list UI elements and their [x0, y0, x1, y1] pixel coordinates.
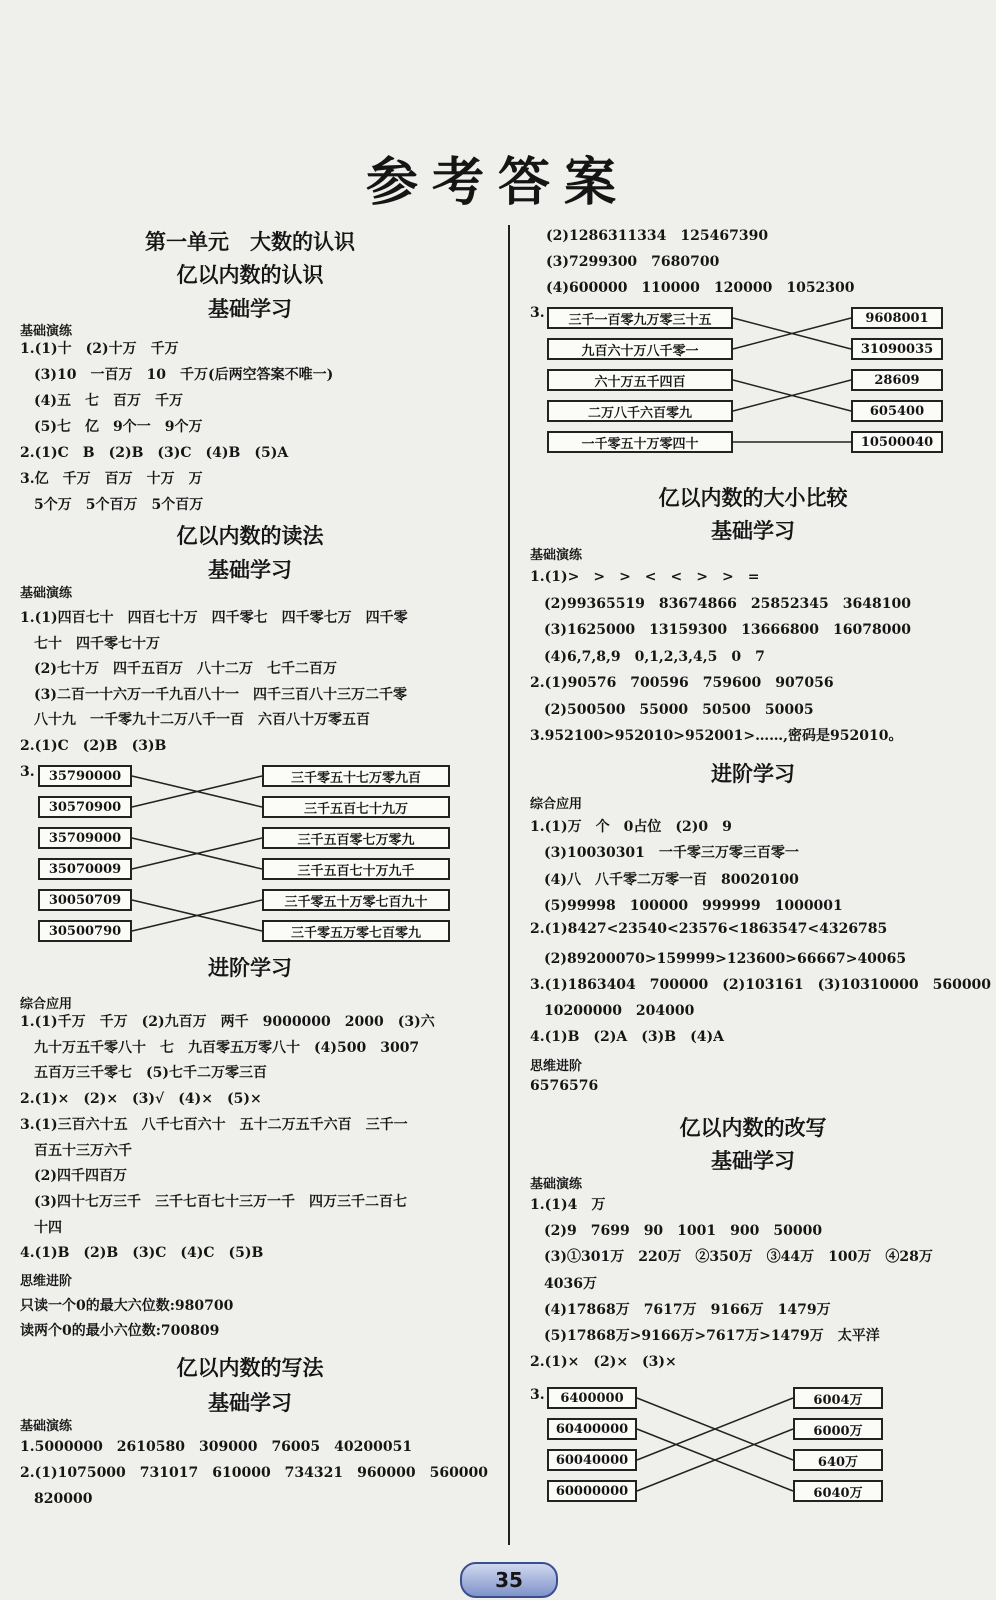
- subsection-label: 基础演练: [20, 586, 73, 601]
- answer-line: (2)四千四百万: [20, 1168, 127, 1185]
- match-left-box: 六十万五千四百: [547, 369, 733, 391]
- section-subtitle: 基础学习: [208, 1390, 292, 1415]
- match-lines: [510, 0, 996, 1600]
- match-right-box: 6040万: [793, 1480, 883, 1502]
- match-left-box: 30570900: [38, 796, 132, 818]
- subsection-label: 基础演练: [530, 1177, 583, 1192]
- unit-title: 第一单元 大数的认识: [145, 229, 355, 254]
- answer-line: 1.5000000 2610580 309000 76005 40200051: [20, 1439, 413, 1455]
- answer-line: (3)10 一百万 10 千万(后两空答案不唯一): [20, 367, 334, 383]
- answer-line: 七十 四千零七十万: [20, 635, 160, 652]
- subsection-label: 基础演练: [530, 548, 583, 563]
- match-right-box: 9608001: [851, 307, 943, 329]
- match-left-box: 6400000: [547, 1387, 637, 1409]
- match-left-box: 35070009: [38, 858, 132, 880]
- subsection-label: 综合应用: [20, 997, 73, 1012]
- match-right-box: 三千五百七十九万: [262, 796, 450, 818]
- match-left-box: 60040000: [547, 1449, 637, 1471]
- match-right-box: 28609: [851, 369, 943, 391]
- answer-line: (3)二百一十六万一千九百八十一 四千三百八十三万二千零: [20, 686, 407, 703]
- answer-line: 读两个0的最小六位数:700809: [20, 1323, 220, 1339]
- match-right-box: 三千零五万零七百零九: [262, 920, 450, 942]
- match-right-box: 三千五百七十万九千: [262, 858, 450, 880]
- answer-line: (3)1625000 13159300 13666800 16078000: [530, 622, 911, 638]
- answer-line: 1.(1)千万 千万 (2)九百万 两千 9000000 2000 (3)六: [20, 1014, 435, 1030]
- subsection-label: 思维进阶: [20, 1274, 73, 1289]
- answer-line: (4)五 七 百万 千万: [20, 393, 183, 409]
- subsection-label: 思维进阶: [530, 1059, 583, 1074]
- question-number: 3.: [530, 305, 545, 321]
- answer-line: 2.(1)× (2)× (3)×: [530, 1354, 677, 1371]
- answer-line: 2.(1)1075000 731017 610000 734321 960000 560000: [20, 1465, 489, 1481]
- subsection-label: 基础演练: [20, 324, 73, 339]
- answer-line: (5)99998 100000 999999 1000001: [530, 897, 843, 914]
- match-right-box: 10500040: [851, 431, 943, 453]
- answer-line: (2)七十万 四千五百万 八十二万 七千二百万: [20, 661, 337, 677]
- answer-line: 百五十三万六千: [20, 1142, 132, 1159]
- answer-line: 3.952100>952010>952001>……,密码是952010。: [530, 728, 903, 744]
- match-right-box: 640万: [793, 1449, 883, 1471]
- answer-line: 4.(1)B (2)B (3)C (4)C (5)B: [20, 1245, 264, 1262]
- match-left-box: 三千一百零九万零三十五: [547, 307, 733, 329]
- answer-line: 4036万: [530, 1275, 597, 1292]
- section-subtitle: 基础学习: [711, 1148, 795, 1173]
- match-left-box: 60000000: [547, 1480, 637, 1502]
- subsection-label: 综合应用: [530, 797, 583, 812]
- answer-line: 6576576: [530, 1078, 599, 1094]
- match-right-box: 6004万: [793, 1387, 883, 1409]
- answer-line: (3)①301万 220万 ②350万 ③44万 100万 ④28万: [530, 1249, 933, 1266]
- answer-line: 2.(1)× (2)× (3)√ (4)× (5)×: [20, 1091, 262, 1108]
- section-title: 亿以内数的大小比较: [658, 485, 848, 510]
- section-title: 进阶学习: [208, 955, 292, 980]
- answer-line: 1.(1)4 万: [530, 1197, 606, 1213]
- question-number: 3.: [530, 1387, 545, 1403]
- match-right-box: 三千五百零七万零九: [262, 827, 450, 849]
- match-left-box: 30050709: [38, 889, 132, 911]
- match-left-box: 35709000: [38, 827, 132, 849]
- answer-line: 5个万 5个百万 5个百万: [20, 497, 204, 513]
- section-subtitle: 基础学习: [208, 296, 292, 321]
- match-right-box: 6000万: [793, 1418, 883, 1440]
- section-title: 进阶学习: [711, 761, 795, 786]
- answer-line: 2.(1)C (2)B (3)B: [20, 737, 167, 754]
- page-title: 参考答案: [365, 152, 630, 213]
- answer-line: 2.(1)8427<23540<23576<1863547<4326785: [530, 921, 888, 938]
- answer-line: 820000: [20, 1491, 93, 1507]
- answer-line: (2)500500 55000 50500 50005: [530, 701, 814, 718]
- match-left-box: 30500790: [38, 920, 132, 942]
- answer-line: (3)10030301 一千零三万零三百零一: [530, 845, 799, 862]
- answer-line: 1.(1)十 (2)十万 千万: [20, 341, 179, 357]
- answer-line: (2)1286311334 125467390: [546, 228, 769, 244]
- subsection-label: 基础演练: [20, 1419, 73, 1434]
- answer-line: (5)七 亿 9个一 9个万: [20, 419, 203, 435]
- page-number: 35: [460, 1562, 558, 1598]
- answer-line: (2)9 7699 90 1001 900 50000: [530, 1223, 823, 1240]
- section-title: 亿以内数的写法: [176, 1355, 324, 1380]
- answer-line: 八十九 一千零九十二万八千一百 六百八十万零五百: [20, 712, 370, 728]
- match-right-box: 605400: [851, 400, 943, 422]
- answer-line: 3.亿 千万 百万 十万 万: [20, 471, 203, 487]
- section-title: 亿以内数的认识: [176, 262, 324, 287]
- answer-line: (3)四十七万三千 三千七百七十三万一千 四万三千二百七: [20, 1193, 407, 1210]
- match-left-box: 一千零五十万零四十: [547, 431, 733, 453]
- section-subtitle: 基础学习: [208, 557, 292, 582]
- answer-line: 2.(1)C B (2)B (3)C (4)B (5)A: [20, 445, 289, 461]
- match-left-box: 60400000: [547, 1418, 637, 1440]
- section-subtitle: 基础学习: [711, 518, 795, 543]
- answer-line: 只读一个0的最大六位数:980700: [20, 1298, 234, 1314]
- answer-line: (4)6,7,8,9 0,1,2,3,4,5 0 7: [530, 648, 765, 665]
- section-title: 亿以内数的读法: [176, 523, 324, 548]
- answer-line: (2)89200070>159999>123600>66667>40065: [530, 950, 907, 967]
- match-left-box: 二万八千六百零九: [547, 400, 733, 422]
- answer-line: 3.(1)三百六十五 八千七百六十 五十二万五千六百 三千一: [20, 1116, 408, 1133]
- answer-line: 九十万五千零八十 七 九百零五万零八十 (4)500 3007: [20, 1039, 420, 1056]
- question-number: 3.: [20, 764, 35, 780]
- answer-line: (3)7299300 7680700: [546, 254, 720, 270]
- answer-line: 4.(1)B (2)A (3)B (4)A: [530, 1029, 724, 1046]
- answer-line: 10200000 204000: [530, 1003, 695, 1020]
- answer-line: 1.(1)> > > < < > > =: [530, 569, 760, 585]
- answer-line: 十四: [20, 1219, 62, 1236]
- answer-line: 五百万三千零七 (5)七千二万零三百: [20, 1065, 267, 1082]
- answer-line: 1.(1)四百七十 四百七十万 四千零七 四千零七万 四千零: [20, 610, 408, 626]
- answer-line: (5)17868万>9166万>7617万>1479万 太平洋: [530, 1328, 880, 1344]
- answer-line: (4)17868万 7617万 9166万 1479万: [530, 1301, 831, 1318]
- answer-line: 3.(1)1863404 700000 (2)103161 (3)10310000 560000: [530, 976, 992, 993]
- match-right-box: 31090035: [851, 338, 943, 360]
- match-right-box: 三千零五十七万零九百: [262, 765, 450, 787]
- answer-line: (2)99365519 83674866 25852345 3648100: [530, 595, 911, 612]
- match-left-box: 九百六十万八千零一: [547, 338, 733, 360]
- answer-line: (4)八 八千零二万零一百 80020100: [530, 871, 799, 888]
- match-right-box: 三千零五十万零七百九十: [262, 889, 450, 911]
- answer-line: (4)600000 110000 120000 1052300: [546, 280, 855, 296]
- answer-line: 2.(1)90576 700596 759600 907056: [530, 675, 834, 691]
- match-left-box: 35790000: [38, 765, 132, 787]
- answer-line: 1.(1)万 个 0占位 (2)0 9: [530, 819, 732, 835]
- section-title: 亿以内数的改写: [679, 1115, 827, 1140]
